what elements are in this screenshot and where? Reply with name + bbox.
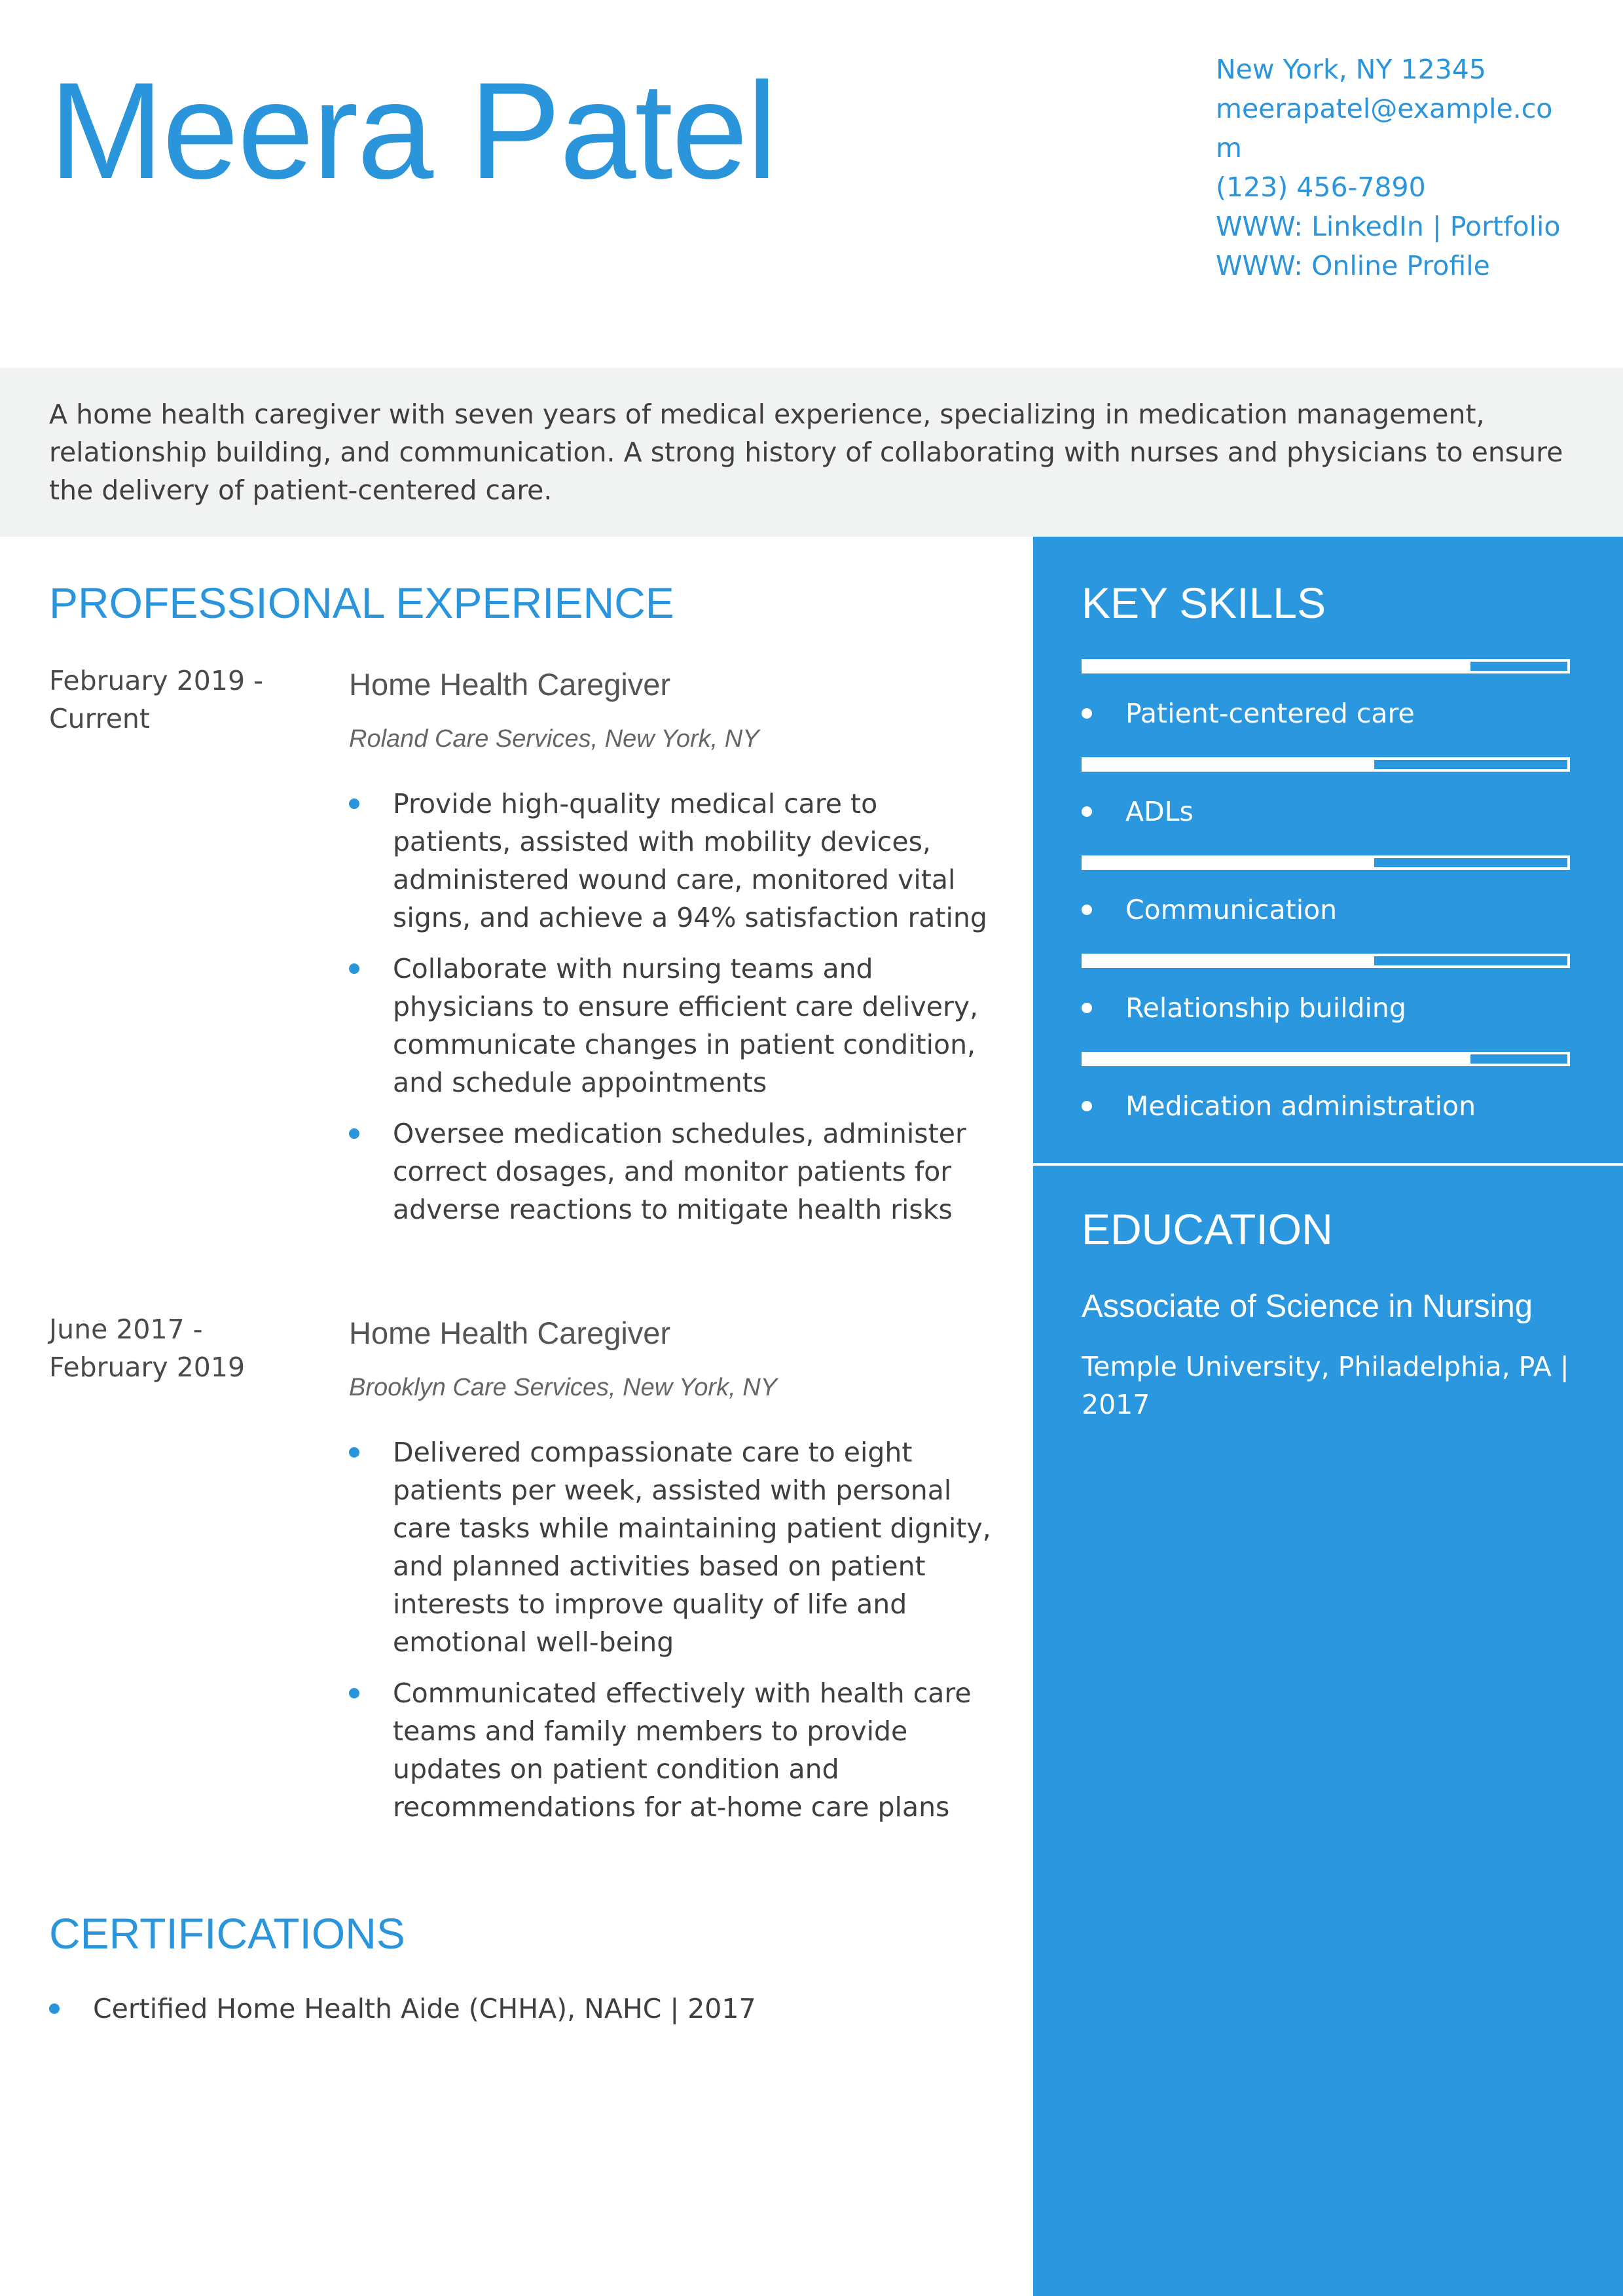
job-company: Roland Care Services, New York, NY	[349, 725, 759, 753]
job-dates: February 2019 - Current	[49, 665, 263, 734]
skill-label: Communication	[1125, 894, 1338, 925]
skill-item	[1082, 989, 1406, 1027]
skill-item	[1082, 1087, 1476, 1125]
bullet-icon	[1082, 905, 1092, 915]
skill-level-fill	[1084, 1054, 1470, 1064]
education-degree: Associate of Science in Nursing	[1082, 1289, 1533, 1324]
professional-summary: A home health caregiver with seven years of medical experience, specializing in medication management, relationship building, and communication. A strong history of collaborating with nurses and physicians to ensure the delivery of patient-centered care.	[49, 399, 1563, 506]
job-bullets	[349, 785, 1004, 1242]
bullet-icon	[1082, 1101, 1092, 1111]
skill-level-fill	[1084, 662, 1470, 671]
bullet-icon	[49, 2003, 60, 2014]
job-bullets	[349, 1433, 1004, 1839]
certifications-heading: CERTIFICATIONS	[49, 1909, 405, 1958]
skill-label: Relationship building	[1125, 992, 1406, 1024]
contact-phone[interactable]: (123) 456-7890	[1216, 171, 1426, 203]
skill-level-bar	[1082, 757, 1570, 772]
skill-level-bar	[1082, 954, 1570, 968]
skill-level-fill	[1084, 760, 1374, 769]
bullet-text: Oversee medication schedules, administer correct dosages, and monitor patients for adverse reactions to mitigate health risks	[393, 1118, 966, 1225]
bullet-icon	[1082, 1003, 1092, 1013]
job-company: Brooklyn Care Services, New York, NY	[349, 1374, 777, 1401]
bullet-icon	[349, 1688, 359, 1698]
bullet-icon	[1082, 806, 1092, 817]
contact-email[interactable]: meerapatel@example.com	[1216, 93, 1553, 164]
bullet-text: Delivered compassionate care to eight patients per week, assisted with personal care tasks while maintaining patient dignity, and planned activities based on patient interests to improve quality of life and emotional well-being	[393, 1437, 991, 1658]
job-title: Home Health Caregiver	[349, 1316, 671, 1350]
bullet-icon	[349, 1128, 359, 1139]
skill-level-bar	[1082, 659, 1570, 673]
skills-heading: KEY SKILLS	[1082, 579, 1326, 627]
job-title: Home Health Caregiver	[349, 667, 671, 702]
skill-label: ADLs	[1125, 796, 1194, 827]
education-school: Temple University, Philadelphia, PA | 2017	[1082, 1351, 1569, 1420]
sidebar-divider	[1033, 1163, 1623, 1166]
bullet-text: Communicated effectively with health care teams and family members to provide updates on patient condition and recommendations for at-home care plans	[393, 1677, 972, 1823]
skill-item	[1082, 891, 1337, 929]
skill-item	[1082, 793, 1194, 831]
education-heading: EDUCATION	[1082, 1205, 1333, 1253]
bullet-icon	[349, 963, 359, 974]
bullet-icon	[349, 1447, 359, 1458]
skill-label: Medication administration	[1125, 1090, 1476, 1122]
list-item	[349, 1433, 1004, 1661]
experience-heading: PROFESSIONAL EXPERIENCE	[49, 579, 674, 627]
list-item	[349, 950, 1004, 1102]
skill-level-fill	[1084, 956, 1374, 965]
list-item	[49, 1990, 1010, 2028]
job-dates: June 2017 - February 2019	[49, 1314, 246, 1383]
skill-label: Patient-centered care	[1125, 698, 1415, 729]
bullet-icon	[349, 798, 359, 809]
certification-text: Certified Home Health Aide (CHHA), NAHC | 2017	[93, 1993, 756, 2024]
list-item	[349, 1674, 1004, 1826]
contact-links[interactable]: WWW: LinkedIn | Portfolio	[1216, 211, 1561, 242]
skill-level-bar	[1082, 1052, 1570, 1066]
skill-level-fill	[1084, 858, 1374, 867]
skill-level-bar	[1082, 855, 1570, 870]
skill-item	[1082, 694, 1415, 732]
bullet-text: Provide high-quality medical care to patients, assisted with mobility devices, administered wound care, monitored vital signs, and achieve a 94% satisfaction rating	[393, 788, 987, 933]
candidate-name: Meera Patel	[49, 54, 776, 207]
contact-online-profile[interactable]: WWW: Online Profile	[1216, 250, 1490, 281]
contact-info	[1216, 50, 1573, 285]
bullet-text: Collaborate with nursing teams and physicians to ensure efficient care delivery, communicate changes in patient condition, and schedule appointments	[393, 953, 979, 1098]
list-item	[349, 785, 1004, 937]
bullet-icon	[1082, 708, 1092, 719]
list-item	[349, 1115, 1004, 1229]
contact-location: New York, NY 12345	[1216, 54, 1486, 85]
